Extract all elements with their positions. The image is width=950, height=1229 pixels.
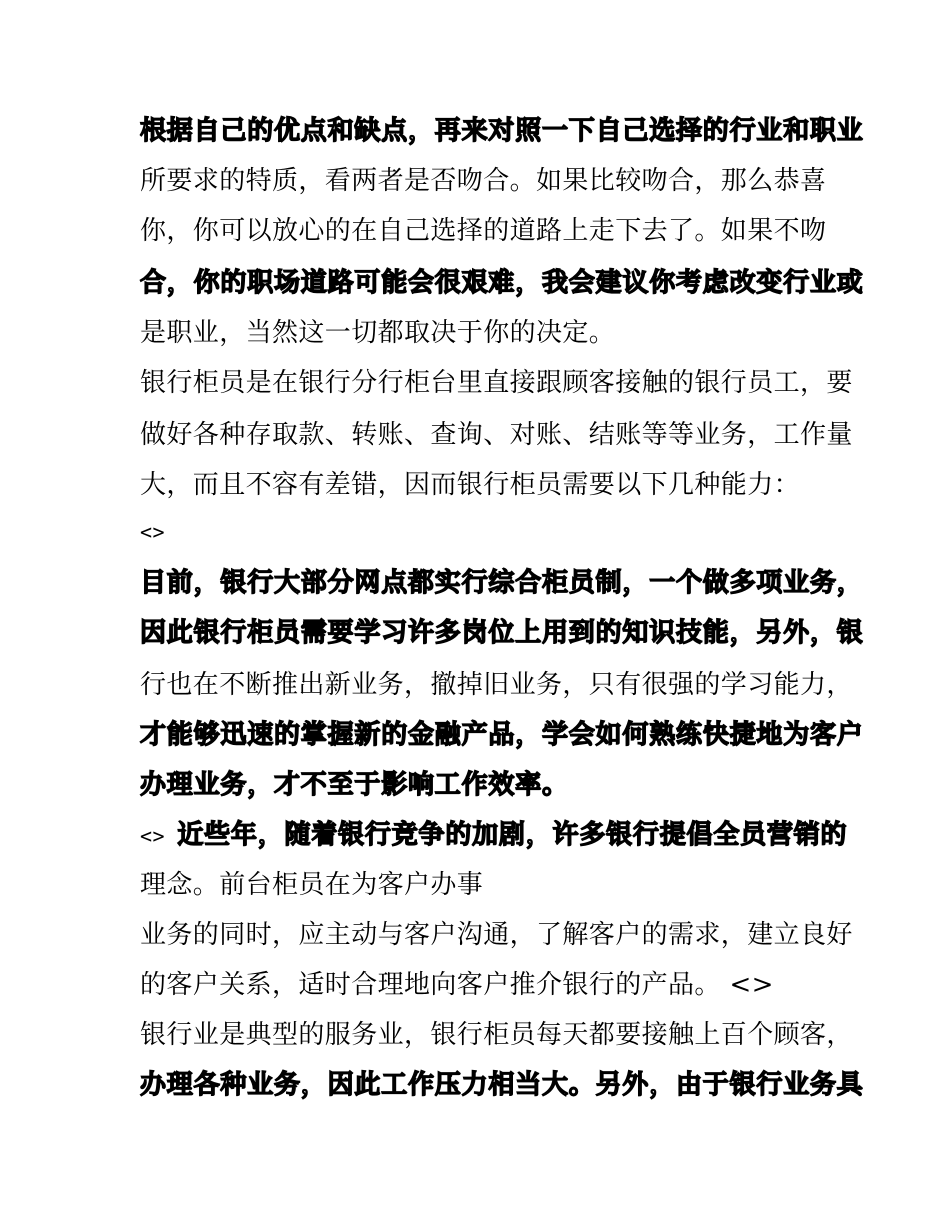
text-line-3: 你，你可以放心的在自己选择的道路上走下去了。如果不吻 — [140, 216, 827, 246]
text-line-13: 才能够迅速的掌握新的金融产品，学会如何熟练快捷地为客户 — [140, 720, 864, 750]
text-line-15-prefix: <> — [140, 824, 178, 848]
text-line-10: 目前，银行大部分网点都实行综合柜员制，一个做多项业务， — [140, 568, 864, 598]
text-line-9: <> — [140, 520, 165, 544]
text-line-14: 办理业务，才不至于影响工作效率。 — [140, 770, 569, 800]
text-line-20: 办理各种业务，因此工作压力相当大。另外，由于银行业务具 — [140, 1070, 864, 1100]
text-line-5: 是职业，当然这一切都取决于你的决定。 — [140, 318, 616, 348]
text-line-12: 行也在不断推出新业务，撤掉旧业务，只有很强的学习能力， — [140, 670, 853, 700]
text-line-6: 银行柜员是在银行分行柜台里直接跟顾客接触的银行员工，要 — [140, 368, 853, 398]
text-line-11: 因此银行柜员需要学习许多岗位上用到的知识技能，另外，银 — [140, 618, 864, 648]
text-line-15-body: 近些年，随着银行竞争的加剧，许多银行提倡全员营销的 — [177, 820, 848, 850]
text-line-7: 做好各种存取款、转账、查询、对账、结账等等业务，工作量 — [140, 420, 853, 450]
text-line-19: 银行业是典型的服务业，银行柜员每天都要接触上百个顾客， — [140, 1020, 853, 1050]
text-line-15 — [140, 818, 847, 853]
text-line-18: 的客户关系，适时合理地向客户推介银行的产品。 <> — [140, 970, 774, 1000]
text-line-4: 合，你的职场道路可能会很艰难，我会建议你考虑改变行业或 — [140, 268, 864, 298]
text-line-1: 根据自己的优点和缺点，再来对照一下自己选择的行业和职业 — [140, 116, 864, 146]
text-line-16: 理念。前台柜员在为客户办事 — [140, 870, 484, 900]
text-line-2: 所要求的特质，看两者是否吻合。如果比较吻合，那么恭喜 — [140, 166, 827, 196]
text-line-17: 业务的同时，应主动与客户沟通，了解客户的需求，建立良好 — [140, 920, 853, 950]
text-line-8: 大，而且不容有差错，因而银行柜员需要以下几种能力： — [140, 470, 801, 500]
